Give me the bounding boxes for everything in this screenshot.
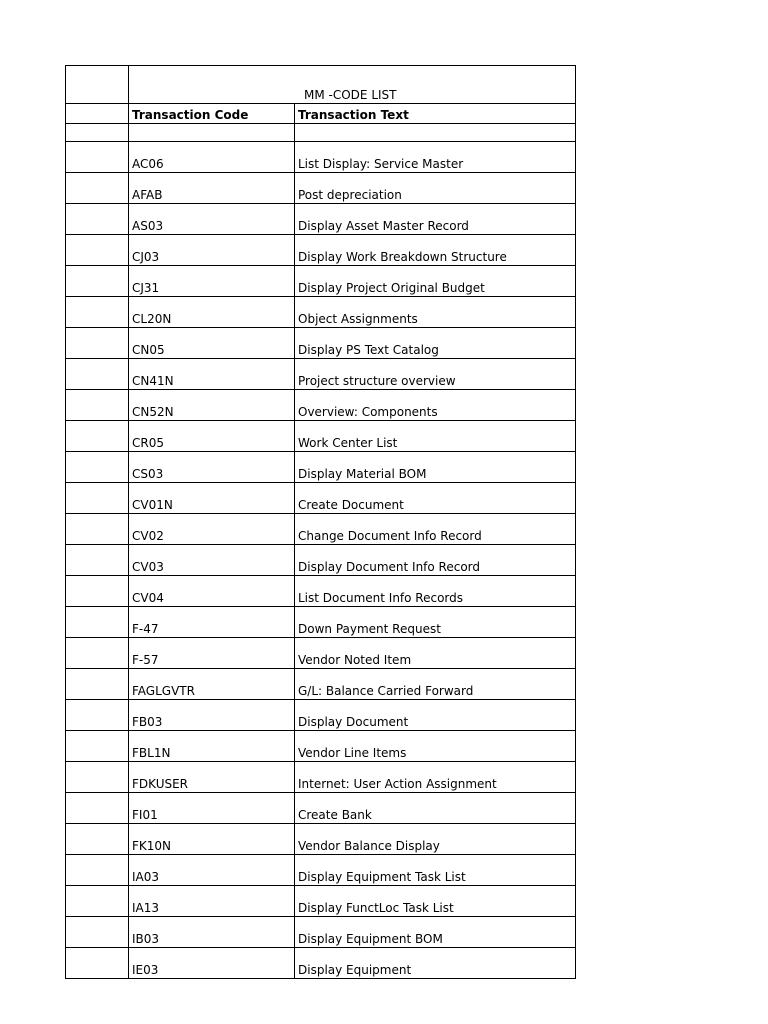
sheet-title[interactable]: MM -CODE LIST bbox=[129, 66, 576, 104]
transaction-code-cell[interactable]: F-47 bbox=[129, 607, 295, 638]
row-empty-cell[interactable] bbox=[66, 669, 129, 700]
transaction-text-cell[interactable]: Display Work Breakdown Structure bbox=[295, 235, 576, 266]
table-row bbox=[66, 793, 576, 824]
table-row bbox=[66, 855, 576, 886]
header-row bbox=[66, 104, 576, 124]
transaction-text-cell[interactable]: Display Asset Master Record bbox=[295, 204, 576, 235]
table-row bbox=[66, 173, 576, 204]
title-row bbox=[66, 66, 576, 104]
table-row bbox=[66, 483, 576, 514]
transaction-code-cell[interactable]: AC06 bbox=[129, 142, 295, 173]
row-empty-cell[interactable] bbox=[66, 421, 129, 452]
transaction-code-cell[interactable]: IB03 bbox=[129, 917, 295, 948]
table-row bbox=[66, 514, 576, 545]
transaction-text-cell[interactable]: Display Material BOM bbox=[295, 452, 576, 483]
table-row bbox=[66, 204, 576, 235]
transaction-code-cell[interactable]: IE03 bbox=[129, 948, 295, 979]
transaction-code-cell[interactable]: FDKUSER bbox=[129, 762, 295, 793]
row-empty-cell[interactable] bbox=[66, 452, 129, 483]
transaction-code-cell[interactable]: CV02 bbox=[129, 514, 295, 545]
transaction-text-cell[interactable]: Vendor Balance Display bbox=[295, 824, 576, 855]
table-row bbox=[66, 886, 576, 917]
transaction-code-cell[interactable]: IA03 bbox=[129, 855, 295, 886]
transaction-text-cell[interactable]: Vendor Noted Item bbox=[295, 638, 576, 669]
transaction-code-cell[interactable]: FAGLGVTR bbox=[129, 669, 295, 700]
transaction-text-cell[interactable]: Display Document Info Record bbox=[295, 545, 576, 576]
row-empty-cell[interactable] bbox=[66, 266, 129, 297]
header-transaction-code[interactable]: Transaction Code bbox=[129, 104, 295, 124]
table-row bbox=[66, 762, 576, 793]
transaction-code-cell[interactable]: CV03 bbox=[129, 545, 295, 576]
row-empty-cell[interactable] bbox=[66, 576, 129, 607]
row-empty-cell[interactable] bbox=[66, 886, 129, 917]
empty-cell[interactable] bbox=[66, 104, 129, 124]
transaction-text-cell[interactable]: Display Equipment BOM bbox=[295, 917, 576, 948]
row-empty-cell[interactable] bbox=[66, 607, 129, 638]
table-row bbox=[66, 390, 576, 421]
table-row bbox=[66, 142, 576, 173]
transaction-code-cell[interactable]: CN05 bbox=[129, 328, 295, 359]
table-row bbox=[66, 328, 576, 359]
table-row bbox=[66, 669, 576, 700]
empty-cell[interactable] bbox=[66, 124, 129, 142]
transaction-code-cell[interactable]: CS03 bbox=[129, 452, 295, 483]
table-row bbox=[66, 576, 576, 607]
header-transaction-text[interactable]: Transaction Text bbox=[295, 104, 576, 124]
row-empty-cell[interactable] bbox=[66, 917, 129, 948]
row-empty-cell[interactable] bbox=[66, 824, 129, 855]
table-row bbox=[66, 948, 576, 979]
table-row bbox=[66, 266, 576, 297]
row-empty-cell[interactable] bbox=[66, 359, 129, 390]
table-row bbox=[66, 700, 576, 731]
row-empty-cell[interactable] bbox=[66, 855, 129, 886]
transaction-code-cell[interactable]: FI01 bbox=[129, 793, 295, 824]
table-row bbox=[66, 359, 576, 390]
transaction-code-cell[interactable]: F-57 bbox=[129, 638, 295, 669]
transaction-text-cell[interactable]: Display PS Text Catalog bbox=[295, 328, 576, 359]
transaction-code-cell[interactable]: CV01N bbox=[129, 483, 295, 514]
row-empty-cell[interactable] bbox=[66, 390, 129, 421]
transaction-code-cell[interactable]: AS03 bbox=[129, 204, 295, 235]
transaction-text-cell[interactable]: Work Center List bbox=[295, 421, 576, 452]
table-row bbox=[66, 452, 576, 483]
table-row bbox=[66, 297, 576, 328]
table-row bbox=[66, 824, 576, 855]
transaction-code-cell[interactable]: AFAB bbox=[129, 173, 295, 204]
transaction-text-cell[interactable]: Create Document bbox=[295, 483, 576, 514]
table-row bbox=[66, 607, 576, 638]
transaction-text-cell[interactable]: Project structure overview bbox=[295, 359, 576, 390]
transaction-code-cell[interactable]: CN52N bbox=[129, 390, 295, 421]
transaction-code-cell[interactable]: CJ31 bbox=[129, 266, 295, 297]
row-empty-cell[interactable] bbox=[66, 328, 129, 359]
transaction-text-cell[interactable]: Overview: Components bbox=[295, 390, 576, 421]
transaction-code-cell[interactable]: CJ03 bbox=[129, 235, 295, 266]
transaction-code-cell[interactable]: IA13 bbox=[129, 886, 295, 917]
transaction-text-cell[interactable]: Down Payment Request bbox=[295, 607, 576, 638]
transaction-text-cell[interactable]: Object Assignments bbox=[295, 297, 576, 328]
row-empty-cell[interactable] bbox=[66, 638, 129, 669]
row-empty-cell[interactable] bbox=[66, 545, 129, 576]
table-row bbox=[66, 917, 576, 948]
row-empty-cell[interactable] bbox=[66, 731, 129, 762]
transaction-code-cell[interactable]: CL20N bbox=[129, 297, 295, 328]
table-row bbox=[66, 731, 576, 762]
transaction-text-cell[interactable]: Display Project Original Budget bbox=[295, 266, 576, 297]
row-empty-cell[interactable] bbox=[66, 514, 129, 545]
row-empty-cell[interactable] bbox=[66, 204, 129, 235]
row-empty-cell[interactable] bbox=[66, 235, 129, 266]
blank-row bbox=[66, 124, 576, 142]
transaction-code-cell[interactable]: FB03 bbox=[129, 700, 295, 731]
transaction-code-cell[interactable]: CR05 bbox=[129, 421, 295, 452]
table-row bbox=[66, 545, 576, 576]
transaction-text-cell[interactable]: Display Equipment Task List bbox=[295, 855, 576, 886]
transaction-code-cell[interactable]: FBL1N bbox=[129, 731, 295, 762]
transaction-code-table bbox=[65, 65, 576, 979]
transaction-code-cell[interactable]: CN41N bbox=[129, 359, 295, 390]
transaction-text-cell[interactable]: Display Equipment bbox=[295, 948, 576, 979]
row-empty-cell[interactable] bbox=[66, 948, 129, 979]
row-empty-cell[interactable] bbox=[66, 297, 129, 328]
transaction-text-cell[interactable]: Change Document Info Record bbox=[295, 514, 576, 545]
transaction-text-cell[interactable]: Internet: User Action Assignment bbox=[295, 762, 576, 793]
row-empty-cell[interactable] bbox=[66, 173, 129, 204]
empty-cell[interactable] bbox=[129, 124, 295, 142]
table-row bbox=[66, 421, 576, 452]
transaction-code-cell[interactable]: CV04 bbox=[129, 576, 295, 607]
empty-cell[interactable] bbox=[66, 66, 129, 104]
row-empty-cell[interactable] bbox=[66, 483, 129, 514]
transaction-code-cell[interactable]: FK10N bbox=[129, 824, 295, 855]
transaction-text-cell[interactable]: List Document Info Records bbox=[295, 576, 576, 607]
transaction-text-cell[interactable]: Vendor Line Items bbox=[295, 731, 576, 762]
transaction-text-cell[interactable]: Post depreciation bbox=[295, 173, 576, 204]
row-empty-cell[interactable] bbox=[66, 793, 129, 824]
row-empty-cell[interactable] bbox=[66, 700, 129, 731]
row-empty-cell[interactable] bbox=[66, 142, 129, 173]
transaction-text-cell[interactable]: G/L: Balance Carried Forward bbox=[295, 669, 576, 700]
empty-cell[interactable] bbox=[295, 124, 576, 142]
row-empty-cell[interactable] bbox=[66, 762, 129, 793]
table-row bbox=[66, 638, 576, 669]
transaction-text-cell[interactable]: List Display: Service Master bbox=[295, 142, 576, 173]
transaction-text-cell[interactable]: Display FunctLoc Task List bbox=[295, 886, 576, 917]
transaction-text-cell[interactable]: Display Document bbox=[295, 700, 576, 731]
transaction-text-cell[interactable]: Create Bank bbox=[295, 793, 576, 824]
table-row bbox=[66, 235, 576, 266]
